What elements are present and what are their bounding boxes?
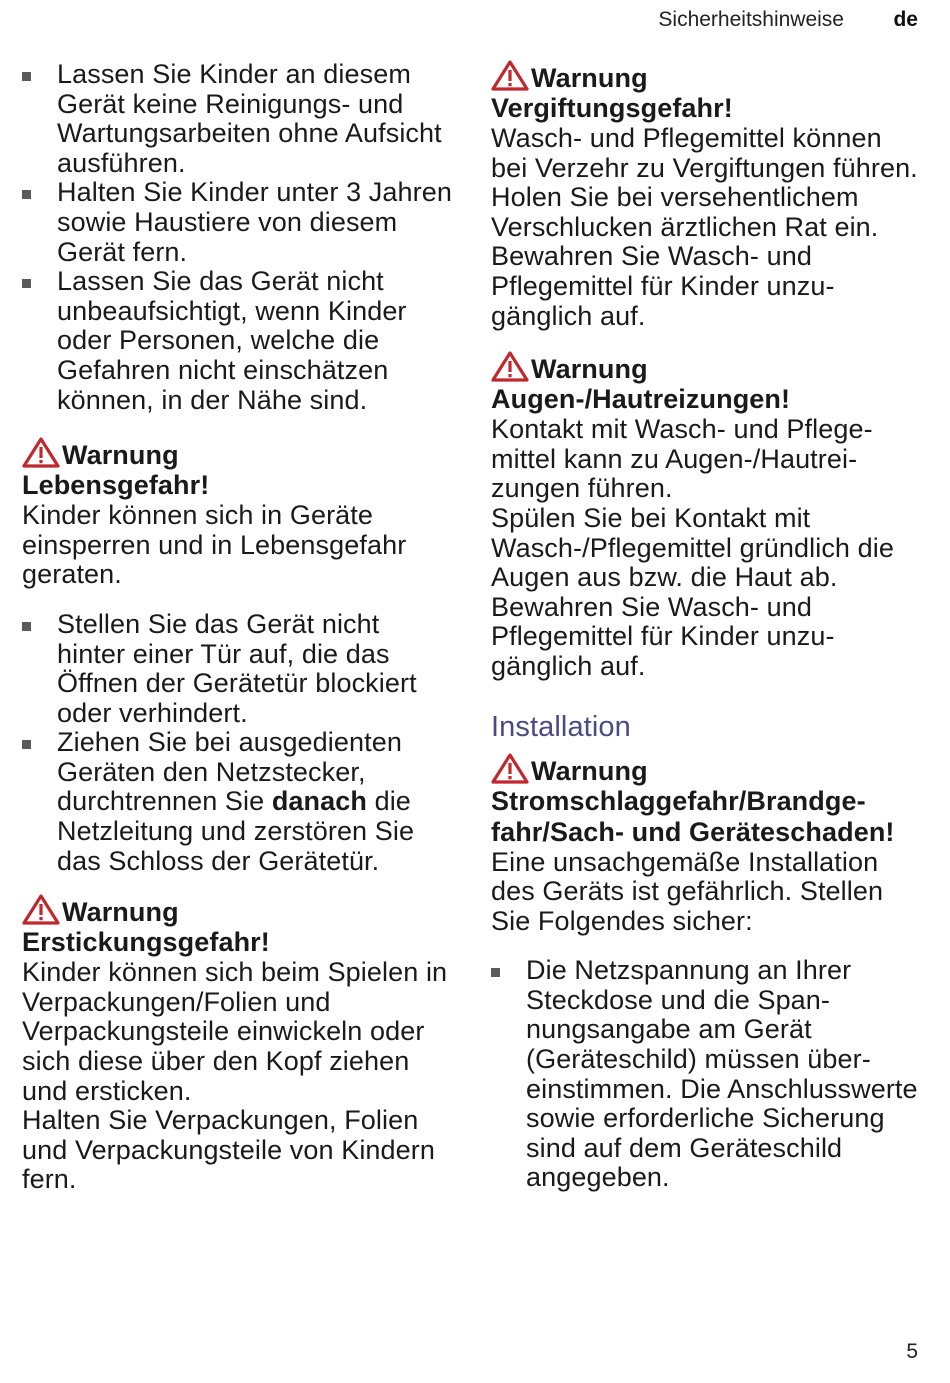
list-item-text: Stellen Sie das Gerät nicht hinter einer Tür auf, die das Öffnen der Gerätetür blockiert oder verhindert.: [57, 608, 417, 728]
list-item: [22, 610, 452, 728]
warning-text: Kinder können sich beim Spielen in Verpackungen/Folien und Verpackungsteile einwickeln oder sich diese über den Kopf ziehen und ersticken.: [22, 957, 448, 1106]
square-bullet-icon: [22, 740, 31, 749]
warning-triangle-icon: [491, 753, 529, 784]
list-item-text: Ziehen Sie bei ausgedienten Geräten den Netzstecker, durchtrennen Sie danach die Netzleitung und zerstören Sie das Schloss der Gerätetür.: [57, 727, 415, 876]
right-column: [491, 60, 921, 1193]
page-number: 5: [906, 1340, 918, 1363]
warning-label: Warnung: [531, 63, 648, 93]
warning-subtitle: Lebensgefahr!: [22, 470, 210, 501]
page-header: [0, 8, 950, 38]
warning-erstickungsgefahr: [22, 894, 452, 1195]
language-code: de: [893, 8, 918, 31]
square-bullet-icon: [22, 622, 31, 631]
square-bullet-icon: [491, 968, 500, 977]
list-item-text: Lassen Sie Kinder an diesem Gerät keine Reinigungs- und Wartungsarbeiten ohne Aufsicht ausführen.: [57, 59, 442, 178]
warning-text: Holen Sie bei versehentlichem Verschlucken ärztlichen Rat ein. Bewahren Sie Wasch- und Pflegemittel für Kinder unzugänglich auf.: [491, 182, 879, 331]
bullet-list-mid: [22, 610, 452, 876]
bullet-list-top: [22, 60, 452, 415]
list-item-text: Lassen Sie das Gerät nicht unbeaufsichtigt, wenn Kinder oder Personen, welche die Gefahren nicht einschätzen können, in der Nähe sind.: [57, 266, 407, 415]
warning-triangle-icon: [491, 60, 529, 91]
warning-label: Warnung: [62, 897, 179, 928]
list-item: [22, 728, 452, 876]
warning-text: Spülen Sie bei Kontakt mit Wasch-/Pflegemittel gründlich die Augen aus bzw. die Haut ab. Bewahren Sie Wasch- und Pflegemittel für Kinder unzugänglich auf.: [491, 502, 894, 681]
warning-triangle-icon: [22, 894, 60, 925]
list-item-text: Die Netzspannung an Ihrer Steckdose und die Spannungsangabe am Gerät (Geräteschild) müssen übereinstimmen. Die Anschlusswerte sowie erforderliche Sicherung sind auf dem Geräteschild angegeben.: [526, 955, 918, 1193]
list-item: [22, 267, 452, 415]
warning-text: Wasch- und Pflegemittel können bei Verzehr zu Vergiftungen führen.: [491, 123, 918, 183]
list-item: [22, 60, 452, 178]
emphasis-text: danach: [271, 786, 367, 817]
warning-vergiftungsgefahr: [491, 60, 921, 331]
list-item: [22, 178, 452, 267]
warning-label: Warnung: [531, 755, 648, 786]
warning-triangle-icon: [22, 437, 60, 468]
warning-text: Kinder können sich in Geräte einsperren und in Lebensgefahr geraten.: [22, 500, 407, 590]
warning-text: Eine unsachgemäße Installation des Geräts ist gefährlich. Stellen Sie Folgendes sicher:: [491, 846, 884, 936]
list-item: [491, 956, 921, 1193]
warning-label: Warnung: [62, 440, 179, 471]
warning-subtitle: Vergiftungsgefahr!: [491, 93, 733, 123]
warning-lebensgefahr: [22, 437, 452, 590]
bullet-list-installation: [491, 956, 921, 1193]
warning-stromschlaggefahr: [491, 753, 921, 937]
warning-subtitle: Stromschlaggefahr/Brandgefahr/Sach- und Geräteschaden!: [491, 785, 895, 847]
warning-augen-hautreizungen: [491, 351, 921, 681]
warning-subtitle: Erstickungsgefahr!: [22, 927, 270, 958]
installation-heading: Installation: [491, 710, 631, 743]
warning-triangle-icon: [491, 351, 529, 382]
warning-text: Kontakt mit Wasch- und Pflegemittel kann zu Augen-/Hautreizungen führen.: [491, 414, 873, 504]
warning-text: Halten Sie Verpackungen, Folien und Verpackungsteile von Kindern fern.: [22, 1105, 435, 1195]
list-item-text: Halten Sie Kinder unter 3 Jahren sowie Haustiere von diesem Gerät fern.: [57, 177, 452, 267]
square-bullet-icon: [22, 72, 31, 81]
left-column: [22, 60, 452, 1195]
warning-label: Warnung: [531, 354, 648, 385]
square-bullet-icon: [22, 279, 31, 288]
warning-subtitle: Augen-/Hautreizungen!: [491, 384, 791, 415]
section-title: Sicherheitshinweise: [658, 8, 844, 31]
square-bullet-icon: [22, 190, 31, 199]
